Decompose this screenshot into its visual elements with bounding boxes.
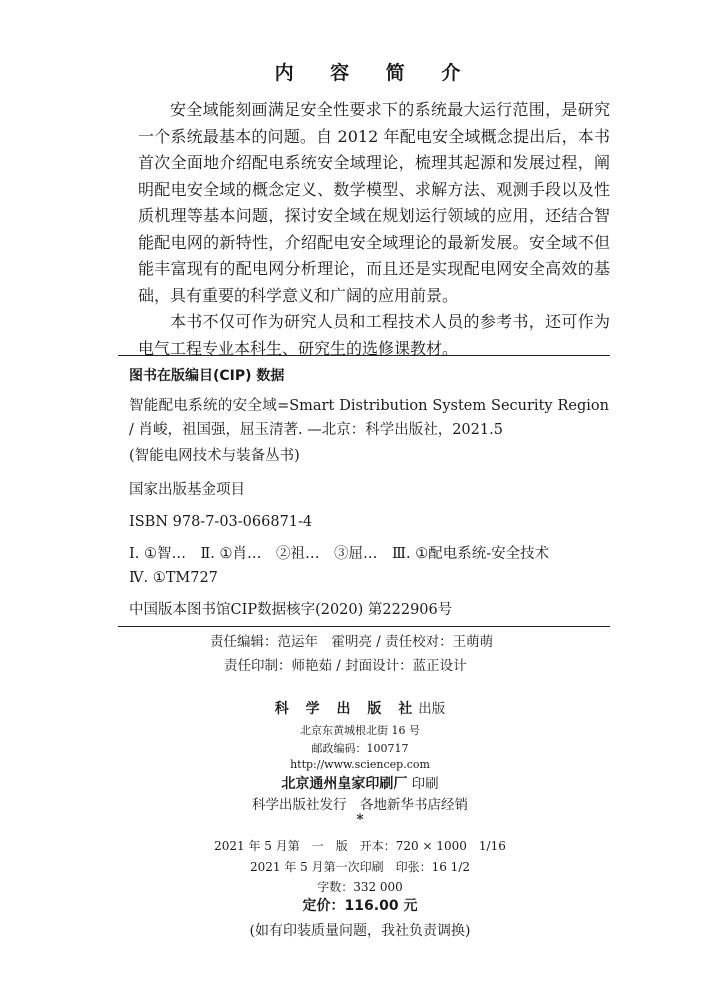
cip-isbn: ISBN 978-7-03-066871-4	[129, 514, 313, 530]
cip-record	[129, 394, 609, 442]
publisher-address: 北京东黄城根北街 16 号	[300, 724, 420, 737]
cip-heading: 图书在版编目(CIP) 数据	[129, 368, 285, 384]
print-design-credits: 责任印制：师艳茹 / 封面设计：蓝正设计	[224, 658, 467, 674]
cip-fund: 国家出版基金项目	[129, 482, 245, 498]
printer-line	[0, 772, 720, 793]
publisher-line	[0, 697, 720, 718]
page-title: 内 容 简 介	[274, 62, 476, 84]
abstract-paragraph: 安全域能刻画满足安全性要求下的系统最大运行范围，是研究一个系统最基本的问题。自 2012 年配电安全域概念提出后，本书首次全面地介绍配电系统安全域理论，梳理其起源和发展过程，阐明配电安全域的概念定义、数学模型、求解方法、观测手段以及性质机理等基本问题，探讨安全域在规划运行领域的应用，还结合智能配电网的新特性，介绍配电安全域理论的最新发展。安全域不但能丰富现有的配电网分析理论，而且还是实现配电网安全高效的基础，具有重要的科学意义和广阔的应用前景。	[138, 100, 610, 305]
top-divider	[118, 355, 610, 356]
publisher-name: 科 学 出 版 社	[274, 701, 419, 717]
edition-line: 2021 年 5 月第 一 版 开本：720 × 1000 1/16	[214, 839, 506, 853]
publisher-action: 出版	[418, 701, 446, 717]
editor-credits: 责任编辑：范运年 霍明亮 / 责任校对：王萌萌	[210, 634, 494, 650]
publisher-postcode: 邮政编码：100717	[311, 742, 409, 755]
word-count: 字数：332 000	[317, 880, 403, 894]
quality-notice: (如有印装质量问题，我社负责调换)	[249, 923, 471, 939]
abstract	[138, 97, 610, 362]
abstract-paragraph: 本书不仅可作为研究人员和工程技术人员的参考书，还可作为电气工程专业本科生、研究生的选修课教材。	[138, 312, 610, 358]
printing-line: 2021 年 5 月第一次印刷 印张：16 1/2	[249, 860, 470, 874]
separator-asterisk: *	[356, 812, 364, 828]
cip-series: (智能电网技术与装备丛书)	[129, 448, 300, 464]
cip-classification	[129, 542, 609, 590]
printer-name: 北京通州皇家印刷厂	[281, 776, 408, 792]
cip-record-text: 智能配电系统的安全域=Smart Distribution System Security Region / 肖峻，祖国强，屈玉清著. —北京：科学出版社，2021.5	[129, 398, 609, 438]
publisher-website: http://www.sciencep.com	[290, 758, 430, 771]
cip-classification-line: Ⅳ. ①TM727	[129, 570, 218, 586]
cip-number: 中国版本图书馆CIP数据核字(2020) 第222906号	[129, 602, 453, 618]
cip-classification-line: Ⅰ. ①智… Ⅱ. ①肖… ②祖… ③屈… Ⅲ. ①配电系统-安全技术	[129, 546, 550, 562]
price: 定价：116.00 元	[302, 898, 418, 914]
distribution-line: 科学出版社发行 各地新华书店经销	[252, 797, 468, 813]
bottom-divider	[118, 626, 610, 627]
printer-action: 印刷	[411, 776, 439, 792]
